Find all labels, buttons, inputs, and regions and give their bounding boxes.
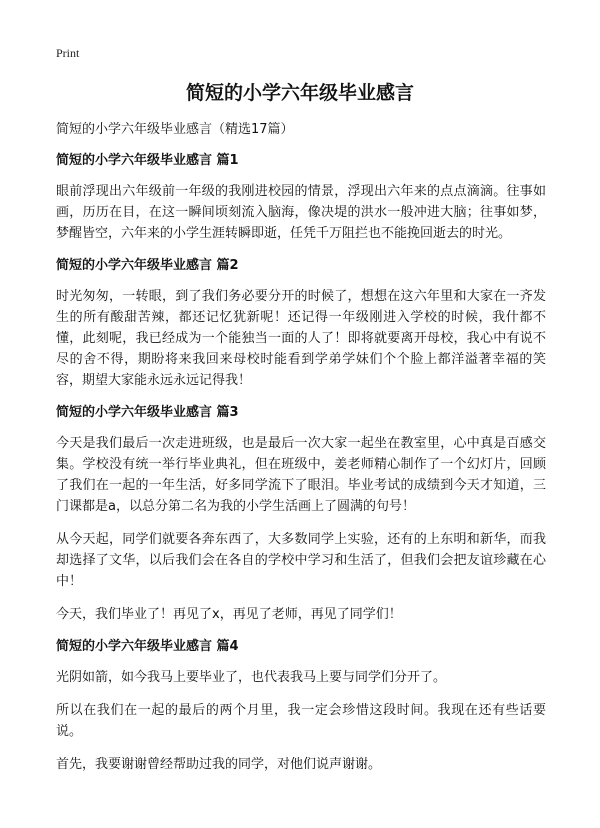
paragraph: 从今天起，同学们就要各奔东西了，大多数同学上实验，还有的上东明和新华，而我却选择了文华，以后我们会在各自的学校中学习和生活了，但我们会把友谊珍藏在心中！ [56, 532, 546, 589]
section-heading-3: 简短的小学六年级毕业感言 篇3 [56, 405, 239, 420]
section-heading-1: 简短的小学六年级毕业感言 篇1 [56, 153, 239, 168]
section-heading-2: 简短的小学六年级毕业感言 篇2 [56, 258, 239, 273]
paragraph: 所以在我们在一起的最后的两个月里，我一定会珍惜这段时间。我现在还有些话要说。 [56, 703, 546, 739]
paragraph: 时光匆匆，一转眼，到了我们务必要分开的时候了，想想在这六年里和大家在一齐发生的所有酸甜苦辣，都还记忆犹新呢！还记得一年级刚进入学校的时候，我什都不懂，此刻呢，我已经成为一个能独当一面的人了！即将就要离开母校，我心中有说不尽的舍不得，期盼将来我回来母校时能看到学弟学妹们个个脸上都洋溢著幸福的笑容，期望大家能永远永远记得我！ [56, 289, 546, 388]
page-title: 简短的小学六年级毕业感言 [185, 82, 414, 104]
print-link[interactable]: Print [56, 46, 80, 60]
paragraph: 今天，我们毕业了！再见了x，再见了老师，再见了同学们！ [56, 607, 402, 622]
article-subtitle: 简短的小学六年级毕业感言（精选17篇） [56, 122, 294, 137]
paragraph: 光阴如箭，如今我马上要毕业了，也代表我马上要与同学们分开了。 [56, 670, 447, 685]
paragraph: 眼前浮现出六年级前一年级的我刚进校园的情景，浮现出六年来的点点滴滴。往事如画，历历在目，在这一瞬间顷刻流入脑海，像决堤的洪水一般冲进大脑；往事如梦，梦醒皆空，六年来的小学生涯转瞬即逝，任凭千万阻拦也不能挽回逝去的时光。 [56, 184, 546, 241]
paragraph: 首先，我要谢谢曾经帮助过我的同学，对他们说声谢谢。 [56, 757, 382, 772]
paragraph: 今天是我们最后一次走进班级，也是最后一次大家一起坐在教室里，心中真是百感交集。学校没有统一举行毕业典礼，但在班级中，姜老师精心制作了一个幻灯片，回顾了我们在一起的一年生活，好多同学流下了眼泪。毕业考试的成绩到今天才知道，三门课都是a，以总分第二名为我的小学生活画上了圆满的句号！ [56, 436, 546, 514]
article-body [56, 120, 546, 787]
section-heading-4: 简短的小学六年级毕业感言 篇4 [56, 639, 239, 654]
